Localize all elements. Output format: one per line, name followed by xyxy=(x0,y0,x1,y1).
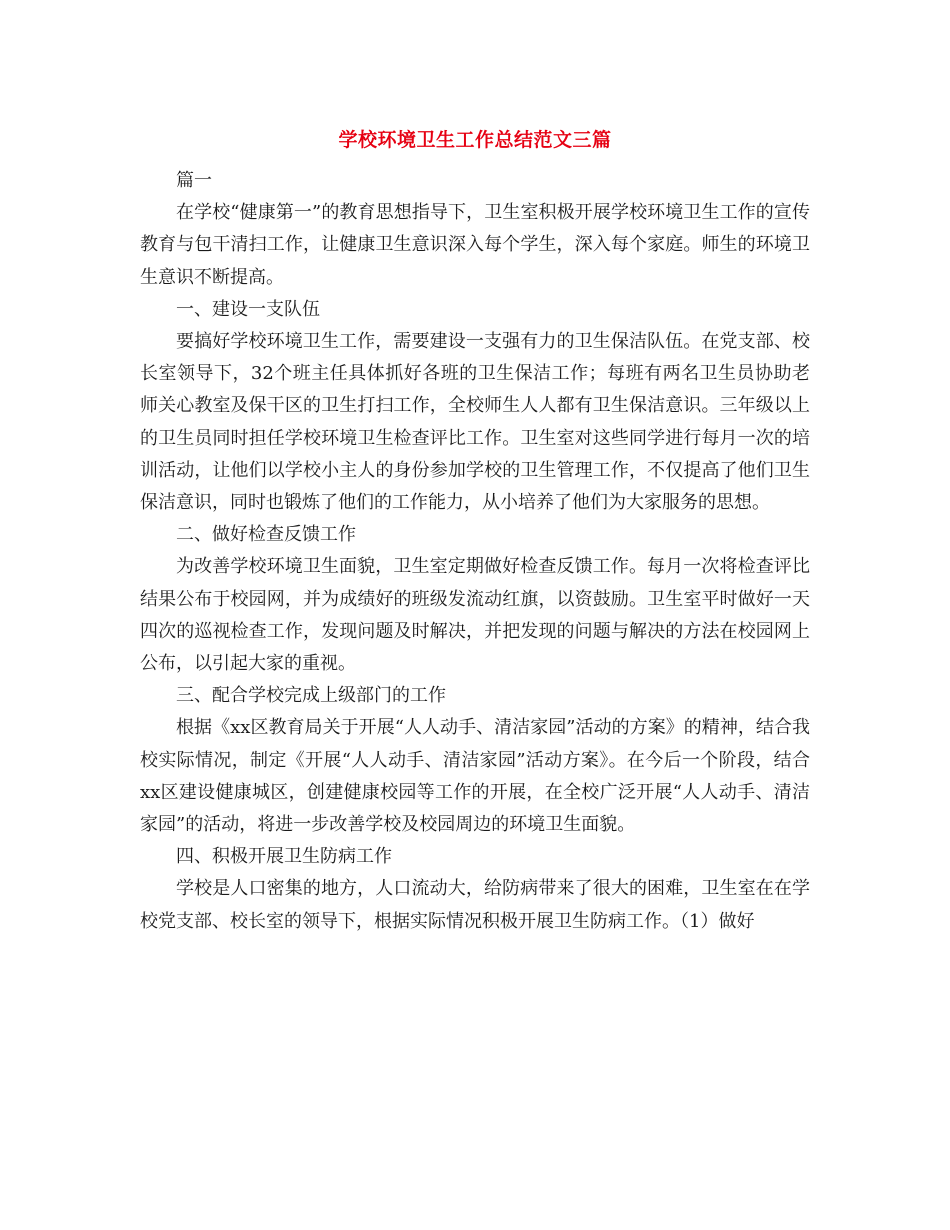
document-title: 学校环境卫生工作总结范文三篇 xyxy=(338,129,612,151)
intro-paragraph: 在学校“健康第一”的教育思想指导下，卫生室积极开展学校环境卫生工作的宣传教育与包干清扫工作，让健康卫生意识深入每个学生，深入每个家庭。师生的环境卫生意识不断提高。 xyxy=(140,202,810,288)
document-body xyxy=(140,165,810,938)
section-label: 篇一 xyxy=(176,170,212,191)
section-heading-2: 二、做好检查反馈工作 xyxy=(176,524,356,546)
section-heading-3: 三、配合学校完成上级部门的工作 xyxy=(176,685,446,707)
section-paragraph-1: 要搞好学校环境卫生工作，需要建设一支强有力的卫生保洁队伍。在党支部、校长室领导下，32个班主任具体抓好各班的卫生保洁工作；每班有两名卫生员协助老师关心教室及保干区的卫生打扫工作，全校师生人人都有卫生保洁意识。三年级以上的卫生员同时担任学校环境卫生检查评比工作。卫生室对这些同学进行每月一次的培训活动，让他们以学校小主人的身份参加学校的卫生管理工作，不仅提高了他们卫生保洁意识，同时也锻炼了他们的工作能力，从小培养了他们为大家服务的思想。 xyxy=(140,331,810,514)
section-paragraph-4: 学校是人口密集的地方，人口流动大，给防病带来了很大的困难，卫生室在在学校党支部、校长室的领导下，根据实际情况积极开展卫生防病工作。（1）做好 xyxy=(140,878,810,932)
section-paragraph-3: 根据《xx区教育局关于开展“人人动手、清洁家园”活动的方案》的精神，结合我校实际情况，制定《开展“人人动手、清洁家园”活动方案》。在今后一个阶段，结合xx区建设健康城区，创建健康校园等工作的开展，在全校广泛开展“人人动手、清洁家园”的活动，将进一步改善学校及校园周边的环境卫生面貌。 xyxy=(140,717,810,836)
section-heading-1: 一、建设一支队伍 xyxy=(176,298,320,320)
section-paragraph-2: 为改善学校环境卫生面貌，卫生室定期做好检查反馈工作。每月一次将检查评比结果公布于校园网，并为成绩好的班级发流动红旗，以资鼓励。卫生室平时做好一天四次的巡视检查工作，发现问题及时解决，并把发现的问题与解决的方法在校园网上公布，以引起大家的重视。 xyxy=(140,556,810,675)
section-heading-4: 四、积极开展卫生防病工作 xyxy=(176,846,392,868)
